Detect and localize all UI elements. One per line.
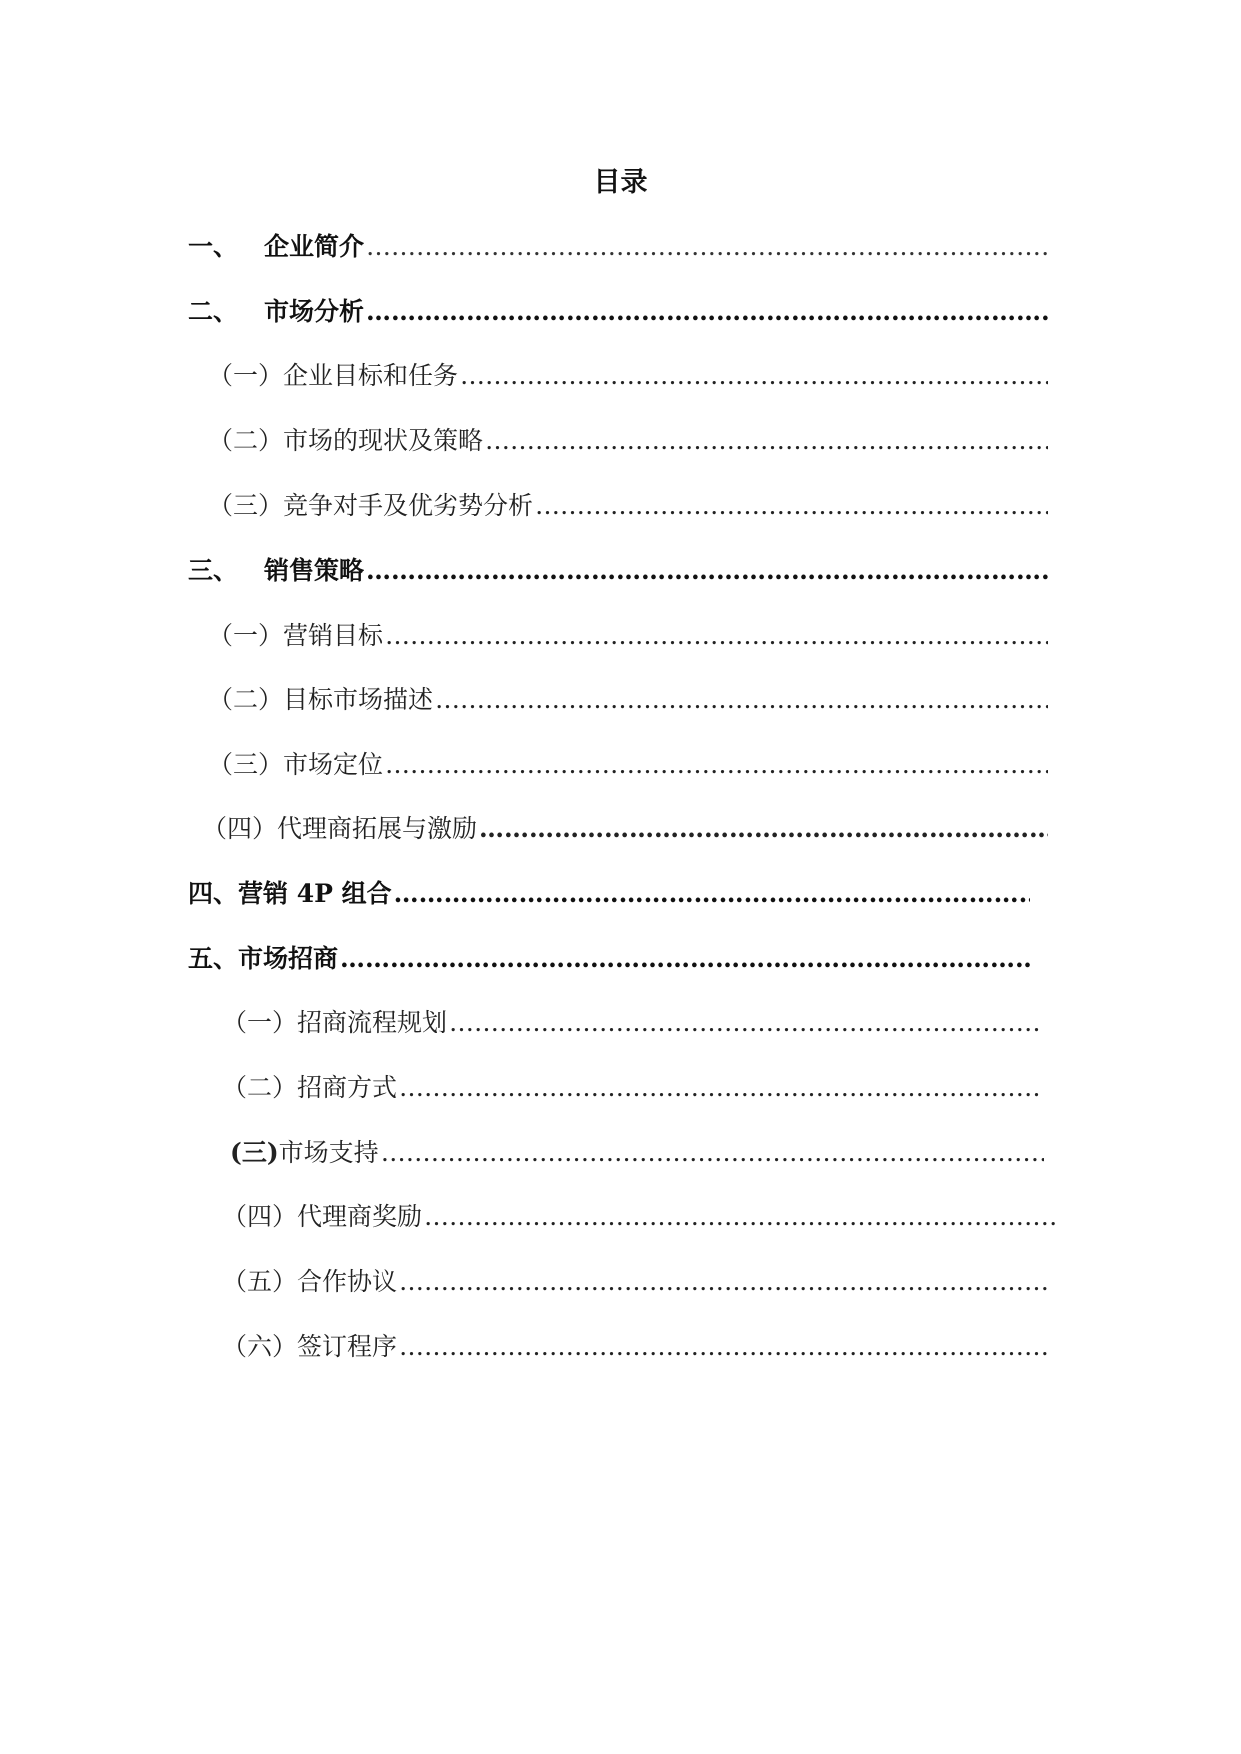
dot-leader <box>449 1006 1040 1040</box>
toc-entry-5-6[interactable] <box>222 1324 1048 1364</box>
dot-leader <box>399 1330 1048 1364</box>
toc-entry-number: （二） <box>208 426 284 455</box>
toc-entry-3-3[interactable] <box>208 742 1048 782</box>
toc-entry-number: 三、 <box>188 556 239 585</box>
toc-entry-label: 代理商拓展与激励 <box>277 814 478 843</box>
toc-entry-2[interactable] <box>188 289 1048 329</box>
toc-entry-5[interactable] <box>188 936 1032 976</box>
toc-entry-label: 市场支持 <box>278 1138 379 1167</box>
toc-entry-number: 四、 <box>188 879 239 908</box>
toc-entry-label: 合作协议 <box>297 1267 398 1296</box>
toc-entry-label: 招商方式 <box>297 1073 398 1102</box>
toc-entry-label: 销售策略 <box>264 556 365 585</box>
toc-entry-1[interactable] <box>188 224 1048 264</box>
toc-entry-number: （六） <box>222 1332 298 1361</box>
toc-entry-number: （一） <box>208 361 284 390</box>
toc-title: 目录 <box>593 167 648 198</box>
dot-leader <box>366 554 1048 588</box>
toc-entry-number: 二、 <box>188 297 239 326</box>
toc-entry-number: （二） <box>222 1073 298 1102</box>
toc-entry-3-4[interactable] <box>202 806 1048 846</box>
toc-entry-number: （一） <box>208 621 284 650</box>
dot-leader <box>535 489 1048 523</box>
toc-entry-label: 市场分析 <box>264 297 365 326</box>
toc-entry-label: 代理商奖励 <box>297 1202 423 1231</box>
toc-entry-number: （三） <box>208 491 284 520</box>
dot-leader <box>385 748 1048 782</box>
toc-entry-number: （三） <box>208 750 284 779</box>
toc-entry-number: (三) <box>230 1138 279 1167</box>
toc-entry-label: 签订程序 <box>297 1332 398 1361</box>
toc-entry-label: 目标市场描述 <box>283 685 434 714</box>
dot-leader <box>435 683 1048 717</box>
toc-entry-number: （四） <box>222 1202 298 1231</box>
toc-entry-5-2[interactable] <box>222 1065 1040 1105</box>
toc-entry-label: 企业目标和任务 <box>283 361 459 390</box>
toc-entry-3-2[interactable] <box>208 677 1048 717</box>
toc-entry-number: （一） <box>222 1008 298 1037</box>
toc-entry-label: 招商流程规划 <box>297 1008 448 1037</box>
toc-entry-2-2[interactable] <box>208 418 1048 458</box>
dot-leader <box>399 1071 1040 1105</box>
toc-entry-label: 市场的现状及策略 <box>283 426 484 455</box>
dot-leader <box>460 359 1048 393</box>
dot-leader <box>385 619 1048 653</box>
toc-entry-label: 竞争对手及优劣势分析 <box>283 491 534 520</box>
toc-entry-label: 营销目标 <box>283 621 384 650</box>
toc-entry-5-1[interactable] <box>222 1000 1040 1040</box>
dot-leader <box>399 1265 1048 1299</box>
dot-leader <box>479 812 1048 846</box>
toc-entry-5-4[interactable] <box>222 1194 1058 1234</box>
toc-entry-number: （二） <box>208 685 284 714</box>
dot-leader <box>340 942 1032 976</box>
toc-entry-2-1[interactable] <box>208 353 1048 393</box>
toc-entry-number: 一、 <box>188 232 239 261</box>
toc-entry-number: （五） <box>222 1267 298 1296</box>
toc-entry-number: 五、 <box>188 944 239 973</box>
dot-leader <box>424 1200 1058 1234</box>
toc-entry-label: 营销 4P 组合 <box>238 879 392 908</box>
toc-entry-5-3[interactable] <box>230 1130 1044 1170</box>
dot-leader <box>485 424 1048 458</box>
toc-entry-2-3[interactable] <box>208 483 1048 523</box>
toc-entry-label: 市场招商 <box>238 944 339 973</box>
dot-leader <box>366 295 1048 329</box>
toc-entry-label: 企业简介 <box>264 232 365 261</box>
toc-entry-5-5[interactable] <box>222 1259 1048 1299</box>
toc-entry-4[interactable] <box>188 871 1030 911</box>
toc-entry-3[interactable] <box>188 548 1048 588</box>
dot-leader <box>381 1136 1044 1170</box>
toc-entry-3-1[interactable] <box>208 613 1048 653</box>
dot-leader <box>366 230 1048 264</box>
toc-entry-label: 市场定位 <box>283 750 384 779</box>
toc-entry-number: （四） <box>202 814 278 843</box>
dot-leader <box>394 877 1030 911</box>
